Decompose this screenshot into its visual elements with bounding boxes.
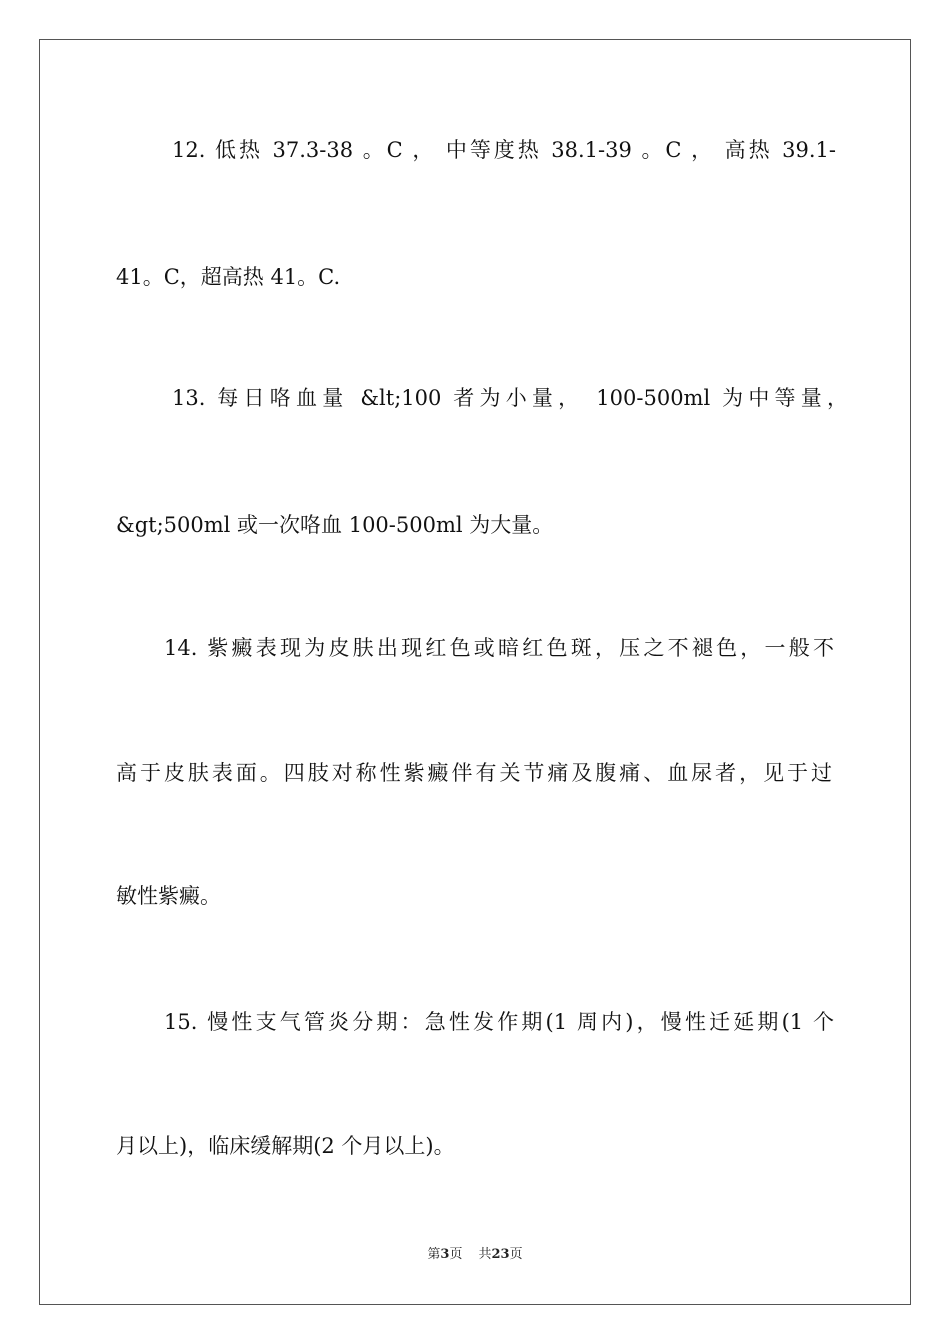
paragraph-15-line-1: 15. 慢性支气管炎分期：急性发作期(1 周内)，慢性迁延期(1 个 [164,1010,834,1034]
paragraph-12-line-1: 12. 低热 37.3-38 。C ， 中等度热 38.1-39 。C ， 高热 39.1- [172,138,836,162]
page-frame [39,39,911,1305]
paragraph-12-line-2: 41。C，超高热 41。C. [116,265,341,289]
footer-total-suffix: 页 [509,1247,523,1262]
footer-page-prefix: 第 [427,1247,441,1262]
footer-total-prefix: 共 [478,1247,492,1262]
footer-page-suffix: 页 [449,1247,463,1262]
paragraph-14-line-1: 14. 紫癜表现为皮肤出现红色或暗红色斑，压之不褪色，一般不 [164,636,834,660]
footer-total-pages: 23 [491,1247,510,1262]
page-footer [0,1246,950,1264]
footer-page-number: 3 [440,1247,450,1262]
paragraph-13-line-1: 13. 每日咯血量 &lt;100 者为小量， 100-500ml 为中等量， [172,386,848,410]
paragraph-14-line-3: 敏性紫癜。 [116,884,221,908]
paragraph-14-line-2: 高于皮肤表面。四肢对称性紫癜伴有关节痛及腹痛、血尿者，见于过 [116,761,832,785]
paragraph-15-line-2: 月以上)，临床缓解期(2 个月以上)。 [116,1134,455,1158]
paragraph-13-line-2: &gt;500ml 或一次咯血 100-500ml 为大量。 [116,513,554,537]
